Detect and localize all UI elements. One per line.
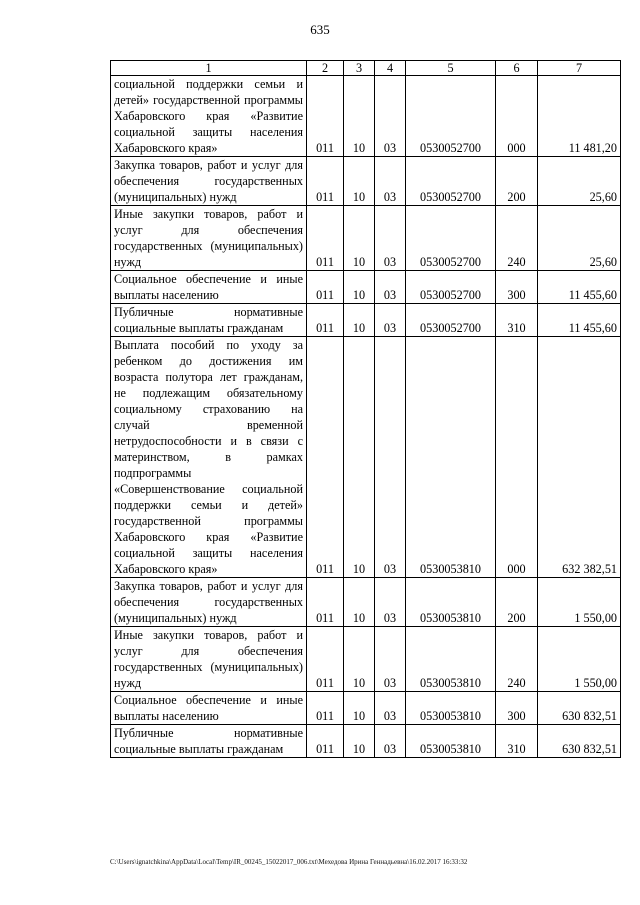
table-row (111, 157, 621, 206)
row-description: Иные закупки товаров, работ и услуг для обеспечения государственных (муниципальных) нужд (111, 627, 307, 692)
expense-type-code: 310 (496, 304, 538, 337)
section-code: 10 (344, 76, 375, 157)
expense-type-code: 000 (496, 76, 538, 157)
amount: 11 481,20 (538, 76, 621, 157)
subsection-code: 03 (375, 271, 406, 304)
expense-type-code: 240 (496, 206, 538, 271)
target-article-code: 0530053810 (406, 337, 496, 578)
section-code: 10 (344, 304, 375, 337)
col-header-2: 2 (307, 61, 344, 76)
table-row (111, 337, 621, 578)
section-code: 10 (344, 157, 375, 206)
target-article-code: 0530053810 (406, 725, 496, 758)
file-path-footer: C:\Users\ignatchkina\AppData\Local\Temp\IR_00245_15022017_006.txt\Мехедова Ирина Геннадьевна\16.02.2017 16:33:32 (110, 858, 468, 866)
col-header-6: 6 (496, 61, 538, 76)
expense-type-code: 000 (496, 337, 538, 578)
expense-type-code: 300 (496, 692, 538, 725)
col-header-4: 4 (375, 61, 406, 76)
admin-code: 011 (307, 304, 344, 337)
subsection-code: 03 (375, 304, 406, 337)
target-article-code: 0530053810 (406, 578, 496, 627)
expense-type-code: 200 (496, 157, 538, 206)
row-description: Закупка товаров, работ и услуг для обеспечения государственных (муниципальных) нужд (111, 157, 307, 206)
expense-type-code: 240 (496, 627, 538, 692)
amount: 632 382,51 (538, 337, 621, 578)
target-article-code: 0530053810 (406, 692, 496, 725)
row-description: Социальное обеспечение и иные выплаты населению (111, 271, 307, 304)
admin-code: 011 (307, 725, 344, 758)
admin-code: 011 (307, 627, 344, 692)
amount: 1 550,00 (538, 627, 621, 692)
table-row (111, 692, 621, 725)
budget-table (110, 60, 621, 758)
subsection-code: 03 (375, 627, 406, 692)
section-code: 10 (344, 271, 375, 304)
subsection-code: 03 (375, 692, 406, 725)
col-header-7: 7 (538, 61, 621, 76)
subsection-code: 03 (375, 578, 406, 627)
col-header-3: 3 (344, 61, 375, 76)
admin-code: 011 (307, 692, 344, 725)
col-header-1: 1 (111, 61, 307, 76)
admin-code: 011 (307, 157, 344, 206)
amount: 630 832,51 (538, 725, 621, 758)
amount: 25,60 (538, 157, 621, 206)
table-row (111, 304, 621, 337)
table-row (111, 206, 621, 271)
table-header-row (111, 61, 621, 76)
amount: 11 455,60 (538, 271, 621, 304)
subsection-code: 03 (375, 76, 406, 157)
section-code: 10 (344, 578, 375, 627)
col-header-5: 5 (406, 61, 496, 76)
page-number: 635 (310, 22, 330, 37)
expense-type-code: 300 (496, 271, 538, 304)
table-row (111, 725, 621, 758)
row-description: Социальное обеспечение и иные выплаты населению (111, 692, 307, 725)
section-code: 10 (344, 206, 375, 271)
subsection-code: 03 (375, 157, 406, 206)
row-description: Публичные нормативные социальные выплаты гражданам (111, 304, 307, 337)
target-article-code: 0530052700 (406, 271, 496, 304)
section-code: 10 (344, 627, 375, 692)
expense-type-code: 310 (496, 725, 538, 758)
target-article-code: 0530052700 (406, 76, 496, 157)
row-description: Закупка товаров, работ и услуг для обеспечения государственных (муниципальных) нужд (111, 578, 307, 627)
admin-code: 011 (307, 271, 344, 304)
subsection-code: 03 (375, 725, 406, 758)
table-row (111, 627, 621, 692)
target-article-code: 0530052700 (406, 157, 496, 206)
target-article-code: 0530053810 (406, 627, 496, 692)
section-code: 10 (344, 692, 375, 725)
admin-code: 011 (307, 76, 344, 157)
section-code: 10 (344, 337, 375, 578)
admin-code: 011 (307, 206, 344, 271)
expense-type-code: 200 (496, 578, 538, 627)
row-description: Иные закупки товаров, работ и услуг для обеспечения государственных (муниципальных) нужд (111, 206, 307, 271)
row-description: социальной поддержки семьи и детей» государственной программы Хабаровского края «Развитие социальной защиты населения Хабаровского края» (111, 76, 307, 157)
target-article-code: 0530052700 (406, 206, 496, 271)
subsection-code: 03 (375, 337, 406, 578)
row-description: Публичные нормативные социальные выплаты гражданам (111, 725, 307, 758)
table-row (111, 578, 621, 627)
table-row (111, 271, 621, 304)
admin-code: 011 (307, 337, 344, 578)
row-description: Выплата пособий по уходу за ребенком до достижения им возраста полутора лет гражданам, не подлежащим обязательному социальному страхованию на случай временной нетрудоспособности и в связи с материнством, в рамках подпрограммы «Совершенствование социальной поддержки семьи и детей» государственной программы Хабаровского края «Развитие социальной защиты населения Хабаровского края» (111, 337, 307, 578)
amount: 11 455,60 (538, 304, 621, 337)
amount: 25,60 (538, 206, 621, 271)
section-code: 10 (344, 725, 375, 758)
subsection-code: 03 (375, 206, 406, 271)
admin-code: 011 (307, 578, 344, 627)
table-row (111, 76, 621, 157)
amount: 630 832,51 (538, 692, 621, 725)
amount: 1 550,00 (538, 578, 621, 627)
target-article-code: 0530052700 (406, 304, 496, 337)
